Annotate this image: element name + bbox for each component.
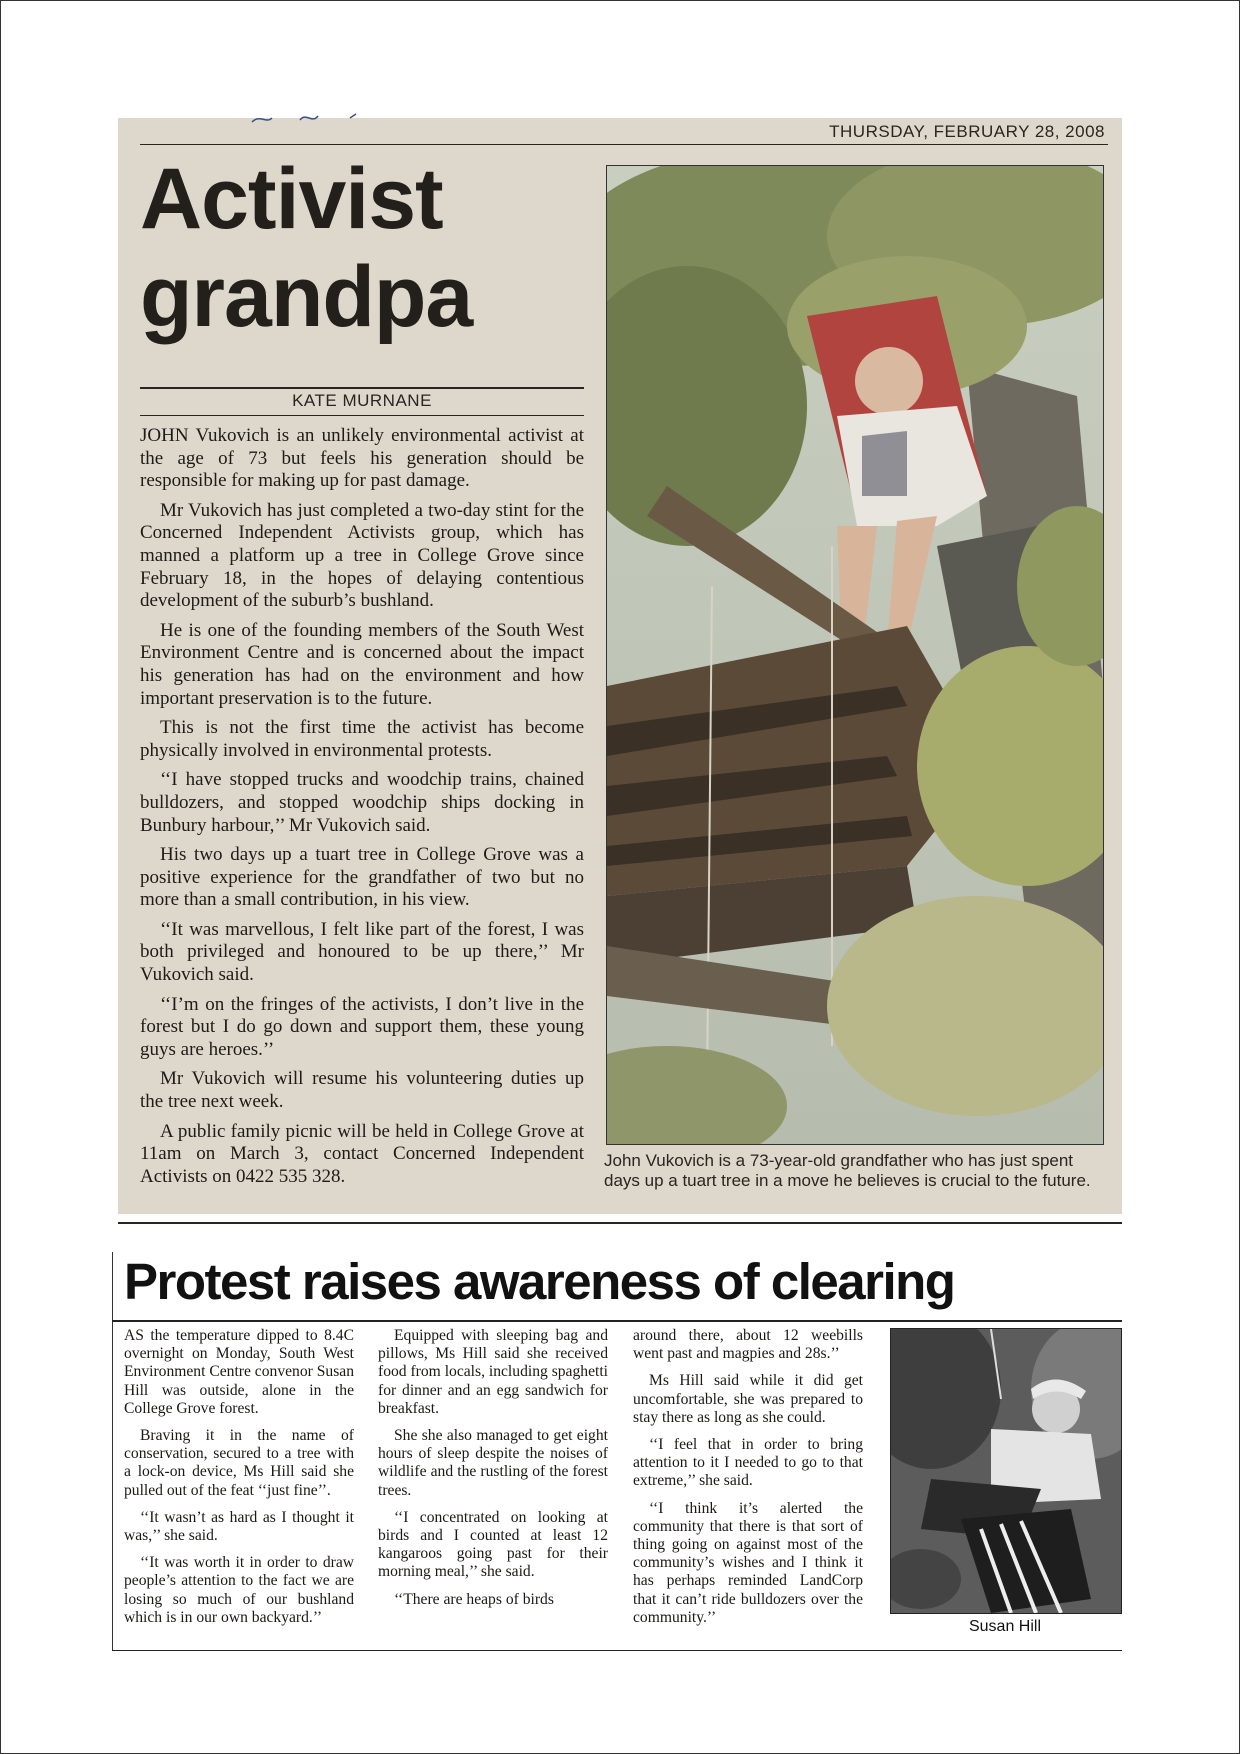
- paragraph: ‘‘I feel that in order to bring attention to it I needed to go to that extreme,’’ she said.: [633, 1436, 863, 1490]
- footer-rule: [112, 1650, 1122, 1651]
- column-2: [378, 1327, 608, 1618]
- paragraph: around there, about 12 weebills went past and magpies and 28s.’’: [633, 1327, 863, 1363]
- paragraph: ‘‘It wasn’t as hard as I thought it was,’’ she said.: [124, 1508, 354, 1545]
- paragraph: AS the temperature dipped to 8.4C overnight on Monday, South West Environment Centre convenor Susan Hill was outside, alone in the College Grove forest.: [124, 1327, 354, 1417]
- second-headline: Protest raises awareness of clearing: [124, 1253, 955, 1310]
- dateline-rule: [140, 144, 1108, 145]
- tree-platform-photo: [606, 165, 1104, 1145]
- second-headline-rule: [112, 1320, 1122, 1322]
- byline: KATE MURNANE: [292, 391, 432, 410]
- clipping-left-rule: [112, 1252, 113, 1650]
- paragraph: Equipped with sleeping bag and pillows, Ms Hill said she received food from locals, including spaghetti for dinner and an egg sandwich for breakfast.: [378, 1327, 608, 1417]
- column-3: [633, 1327, 863, 1636]
- paragraph: Braving it in the name of conservation, secured to a tree with a lock-on device, Ms Hill said she pulled out of the feat ‘‘just fine’’.: [124, 1427, 354, 1499]
- paragraph: He is one of the founding members of the South West Environment Centre and is concerned about the impact his generation has had on the environment and how important preservation is to the future.: [140, 619, 584, 709]
- byline-rule-bottom: [140, 415, 584, 416]
- pen-mark: [250, 110, 380, 126]
- clipping-divider: [118, 1222, 1122, 1224]
- paragraph: This is not the first time the activist has become physically involved in environmental protests.: [140, 717, 584, 761]
- article-body: [140, 425, 584, 1195]
- paragraph: ‘‘I have stopped trucks and woodchip trains, chained bulldozers, and stopped woodchip ships docking in Bunbury harbour,’’ Mr Vukovich said.: [140, 769, 584, 836]
- paragraph: A public family picnic will be held in College Grove at 11am on March 3, contact Concerned Independent Activists on 0422 535 328.: [140, 1120, 584, 1187]
- paragraph: ‘‘There are heaps of birds: [394, 1590, 554, 1608]
- paragraph: Mr Vukovich has just completed a two-day stint for the Concerned Independent Activists group, which has manned a platform up a tree in College Grove since February 18, in the hopes of delaying contentious development of the suburb’s bushland.: [140, 499, 584, 612]
- paragraph: ‘‘It was marvellous, I felt like part of the forest, I was both privileged and honoured to be up there,’’ Mr Vukovich said.: [140, 918, 584, 986]
- susan-hill-illustration: [891, 1329, 1121, 1613]
- column-1: [124, 1327, 354, 1636]
- headline-line-2: grandpa: [140, 249, 473, 345]
- tree-platform-illustration: [607, 166, 1103, 1144]
- paragraph: She she also managed to get eight hours of sleep despite the noises of wildlife and the rustling of the forest trees.: [378, 1427, 608, 1499]
- paragraph: Mr Vukovich will resume his volunteering duties up the tree next week.: [140, 1068, 584, 1113]
- paragraph: JOHN Vukovich is an unlikely environmental activist at the age of 73 but feels his generation should be responsible for making up for past damage.: [140, 425, 584, 492]
- paragraph: His two days up a tuart tree in College Grove was a positive experience for the grandfather of two but no more than a small contribution, in his view.: [140, 844, 584, 911]
- headline: [140, 150, 580, 346]
- susan-hill-photo: [890, 1328, 1122, 1614]
- paragraph: ‘‘I’m on the fringes of the activists, I don’t live in the forest but I do go down and support them, these young guys are heroes.’’: [140, 993, 584, 1060]
- paragraph: ‘‘I think it’s alerted the community that there is that sort of thing going on against most of the community’s wishes and I think it has perhaps reminded LandCorp that it can’t ride bulldozers over the community.’’: [633, 1499, 863, 1626]
- photo-caption: John Vukovich is a 73-year-old grandfather who has just spent days up a tuart tree in a move he believes is crucial to the future.: [604, 1151, 1091, 1190]
- dateline: THURSDAY, FEBRUARY 28, 2008: [829, 122, 1105, 141]
- paragraph: ‘‘It was worth it in order to draw people’s attention to the fact we are losing so much of our bushland which is in our own backyard.’’: [124, 1554, 354, 1626]
- paragraph: Ms Hill said while it did get uncomfortable, she was prepared to stay there as long as she could.: [633, 1372, 863, 1426]
- susan-hill-caption: Susan Hill: [968, 1618, 1042, 1635]
- paragraph: ‘‘I concentrated on looking at birds and I counted at least 12 kangaroos going past for their morning meal,’’ she said.: [378, 1508, 608, 1581]
- headline-line-1: Activist: [140, 151, 443, 247]
- byline-rule-top: [140, 387, 584, 389]
